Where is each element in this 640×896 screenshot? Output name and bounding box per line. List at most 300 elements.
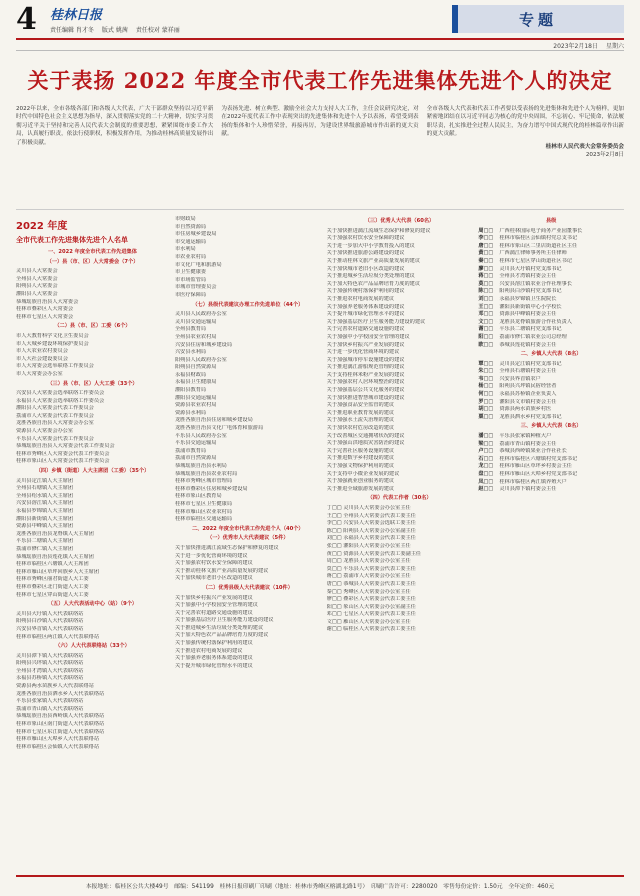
list-item: 平乐县人大常委会代表工作委员会 [16,435,94,442]
honoree-row [478,334,624,342]
list-item: 市人大农业农村委员会 [16,348,68,355]
honoree-name: 阳□□ [478,333,494,340]
list-item: 资源县水利局 [174,409,207,416]
honoree-name: 梁□□ [478,440,494,447]
category-heading: （三）优秀人大代表（60名） [364,218,435,224]
editor-credit: 责任校对 蒙祥丽 [135,27,180,34]
list-item: 荔浦市人大常委会代表工作委员会 [16,412,94,419]
list-title: 2022 年度 [16,221,68,232]
honoree-name: 唐□□ [478,242,494,249]
category-heading: 三、乡镇人大代表（8名） [520,423,582,430]
honoree-title: 龙胜县龙脊镇旅游合作社负责人 [499,318,572,325]
honoree-name: 陈□□ [478,288,494,295]
list-item: 关于推动桂林文旅产业高质量发展的建议 [174,567,269,574]
list-item: 阳朔县人民政府办公室 [174,356,227,363]
list-item: 市人大城乡建设环境保护委员会 [16,340,89,347]
intro-column [427,105,624,209]
list-item: 荔浦市修仁镇人大主席团 [16,545,74,552]
list-item: 谢□□ 临桂区人大常委会代表工委主任 [326,626,416,633]
list-item: 兴安县人大常委会选举联络工作委员会 [16,390,105,397]
list-item: 桂林市七星区穿山街道人大工委 [16,591,89,598]
honoree-name: 罗□□ [478,398,494,405]
masthead-info [44,4,452,34]
list-item: 桂林市叠彩区人大常委会 [16,306,74,313]
honoree-row [478,281,624,289]
honoree-name: 邓□□ [478,311,494,318]
list-item: 黄□□ 资源县人大常委会代表工委副主任 [326,550,422,557]
list-item: 资源县中峰镇人大主席团 [16,523,74,530]
list-item: 资源县人大常委会办公室 [16,428,74,435]
list-item: 兴安县溶江镇人大主席团 [16,500,74,507]
list-item: 关于提升城市绿化管理水平的建议 [174,662,253,669]
list-item: 唐□□ 恭城县人大常委会代表工委主任 [326,580,416,587]
list-item: 桂林市秀峰区丽君街道人大工委 [16,576,89,583]
list-item: 灵川县人大常委会 [16,268,58,275]
honoree-row [478,250,624,258]
intro-column [16,105,213,209]
honoree-title: 兴安县溶江镇农业合作社理事长 [499,280,572,287]
list-item: 桂林市雁山区大埠乡人大代表联络站 [16,736,100,743]
honoree-name: 周□□ [478,227,494,234]
list-item: 关于推进全域旅游发展的建议 [326,485,395,492]
honoree-row [478,406,624,414]
honoree-title: 恭城县西岭镇果业合作社社长 [499,448,567,455]
honoree-title: 灵川县大圩镇村党支部书记 [499,265,562,272]
honoree-name: 卢□□ [478,448,494,455]
list-item: 关于进一步优化营商环境的建议 [174,552,248,559]
list-item: 市交通运输局 [174,238,207,245]
honoree-row [478,383,624,391]
list-item: 灵川县大圩镇人大代表联络站 [16,610,84,617]
category-heading: （一）优秀市人大代表建议（5件） [207,535,289,542]
list-item: 关于加大特色农产品品牌培育力度的建议 [326,280,421,287]
newspaper-name: 桂林日报 [50,8,103,23]
list-item: 全州县才湾镇人大代表联络站 [16,667,84,674]
intro-column [221,105,418,209]
category-heading: （二）优秀县级人大代表建议（10件） [202,584,293,591]
list-item: 陈□□ 阳朔县人大常委会办公室副主任 [326,527,416,534]
honoree-name: 潘□□ [478,433,494,440]
list-item: 市水利局 [174,246,196,253]
list-item: 关于推进职业教育发展的建议 [326,409,395,416]
honoree-row [478,414,624,422]
list-item: 阳朔县人大常委会 [16,283,58,290]
list-item: 关于完善社区服务设施的建议 [326,447,395,454]
list-item: 关于推进数字乡村建设的建议 [326,455,395,462]
list-item: 永福县卫生健康局 [174,379,217,386]
list-item: 全州县绍水镇人大主席团 [16,492,74,499]
list-item: 丁□□ 灵川县人大常委会办公室主任 [326,504,411,511]
intro-paragraph: 全市各级人大代表和代表工作者要以受表扬的先进集体和先进个人为榜样，更加紧密地团结在以习近平同志为核心的党中央周围，不忘初心、牢记使命，依法履职尽责，扎实推进全过程人民民主，为奋力谱写中国式现代化的桂林篇章作出新的更大贡献。 [426,106,624,138]
list-item: 关于加强中小学校园安全管理的建议 [326,333,410,340]
honoree-name: 刘□□ [478,295,494,302]
section-name: 专题 [518,10,557,29]
dateline [16,40,624,51]
honoree-row [478,441,624,449]
category-heading: （七）县级代表建议办理工作先进单位（44个） [192,301,304,308]
list-item: 市人大常委会选举联络工作委员会 [16,363,94,370]
honoree-title: 广西漓江律师事务所主任律师 [499,250,567,257]
honoree-title: 桂林市雁山区草坪乡村委会主任 [499,463,572,470]
list-item: 市文化广电和旅游局 [174,261,222,268]
list-item: 关于推动桂林文旅产业高质量发展的建议 [326,257,421,264]
list-item: 全州县农业农村局 [174,333,217,340]
list-item: 兴安县水利局 [174,349,207,356]
list-item: 关于加强山洪地质灾害防治的建议 [326,440,405,447]
list-item: 关于加强农村人居环境整治的建议 [326,379,405,386]
honoree-name: 凤□□ [478,478,494,485]
list-item: 桂林市临桂区六塘镇人大主席团 [16,561,89,568]
honoree-title: 桂林市临桂区会仙镇村党总支书记 [499,235,578,242]
list-item: 恭城瑶族自治县西岭镇人大代表联络站 [16,713,105,720]
list-item: 桂林市秀峰区城市管理局 [174,478,233,485]
list-item: 关于加快城市老旧小区改造的建议 [174,575,253,582]
honoree-title: 广西桂林国际电子商务产业园董事长 [499,227,583,234]
category-heading: 二、2022 年度全市代表工作先进个人（40个） [191,525,304,532]
list-item: 刘□□ 永福县人大常委会代表工委主任 [326,535,416,542]
list-item: 桂林市临桂区会仙镇人大代表联络站 [16,743,100,750]
honoree-row [478,456,624,464]
list-item: 关于加强养老服务体系建设的建议 [326,303,405,310]
list-item: 关于加快农村危房改造的建议 [326,425,395,432]
list-item: 灌阳县教育局 [174,387,207,394]
list-item: 桂林市叠彩区住房和城乡建设局 [174,485,248,492]
list-item: 桂林市七星区卫生健康局 [174,500,233,507]
list-item: 关于加强基层公共文化服务的建议 [326,387,405,394]
category-heading: （六）人大代表联络站（33个） [55,643,130,650]
honoree-title: 资源县中峰镇村委会主任 [499,311,557,318]
list-item: 桂林市临桂区交通运输局 [174,516,233,523]
list-item: 桂林市雁山区草坪回族乡人大主席团 [16,568,100,575]
honoree-title: 恭城县莲花镇村委会主任 [499,341,557,348]
honoree-name: 蒋□□ [478,273,494,280]
list-item: 荔浦市教育局 [174,447,207,454]
list-item: 灌阳县交通运输局 [174,394,217,401]
list-entries [175,216,321,670]
intro-paragraph: 2022年以来，全市各级各部门和各级人大代表，广大干部群众坚持以习近平新时代中国特色社会主义思想为指导，深入贯彻落实党的二十大精神，切实学习贯彻习近平关于坚持和完善人民代表大会制度的重要思想，紧紧围绕市委工作大局，认真履行职责，依法行使职权，积极发挥作用，为推动桂林高质量发展作出了积极贡献。 [16,106,214,146]
honoree-name: 廖□□ [478,265,494,272]
list-item: 关于加强农村饮水安全保障的建议 [174,560,253,567]
intro-text [16,105,624,210]
honoree-row [478,463,624,471]
list-item: 市住房城乡建设局 [174,231,217,238]
signature-org: 桂林市人民代表大会常务委员会 [545,143,624,150]
honoree-name: 欧□□ [478,341,494,348]
list-item: 关于加快推进旅游公路建设的建议 [326,250,405,257]
list-item: 关于加大特色农产品品牌培育力度的建议 [174,632,269,639]
list-item: 阳朔县自然资源局 [174,364,217,371]
list-item: 关于完善农村道路交通设施的建议 [174,609,253,616]
list-item: 永福县罗锦镇人大主席团 [16,508,74,514]
honoree-row [478,486,624,494]
honoree-name: 赵□□ [478,486,494,493]
honoree-name: 文□□ [478,318,494,325]
signature-date: 2023年2月8日 [585,152,624,159]
list-item: 关于加强基层医疗卫生服务能力建设的建议 [174,617,274,624]
list-item: 阳朔县兴坪镇人大代表联络站 [16,660,84,667]
honoree-name: 杨□□ [478,383,494,390]
list-item: 灵川县潭下镇人大代表联络站 [16,652,84,659]
list-item: 关于加快城市老旧小区改造的建议 [326,265,405,272]
honoree-name: 粟□□ [478,413,494,420]
list-item: 关于加强文物保护利用的建议 [326,463,395,469]
honoree-title: 灌阳县文市镇村委会主任 [499,398,557,405]
honoree-title: 灵川县潭下镇村委会主任 [499,486,557,493]
honoree-title: 灌阳县新街镇中心小学校长 [499,303,562,310]
list-subtitle: 全市代表工作先进集体先进个人名单 [16,236,128,244]
honoree-name: 龙□□ [478,463,494,470]
list-item: 关于进一步加大中小学教育投入的建议 [326,242,415,249]
list-item: 关于加强农村饮水安全保障的建议 [326,235,405,242]
list-item: 市卫生健康委 [174,269,207,276]
masthead [16,0,624,40]
list-item: 关于加强传统村落保护利用的建议 [174,640,253,647]
list-item: 关于进一步优化营商环境的建议 [326,349,400,356]
list-item: 关于加强水土流失治理的建议 [326,417,395,424]
category-heading: （三）县（市、区）人大工委（33个） [47,380,138,387]
honoree-name: 朱□□ [478,368,494,375]
list-item: 莫□□ 平乐县人大常委会代表工委主任 [326,565,416,572]
list-item: 蒋□□ 荔浦市人大常委会办公室主任 [326,573,411,580]
list-item: 灵川县定江镇人大主席团 [16,477,74,484]
page-number: 4 [16,1,37,37]
list-item: 文□□ 雁山区人大常委会办公室主任 [326,618,411,625]
editor-credit: 版式 姚茜 [101,27,128,34]
section-accent-bar [452,5,458,33]
honoree-row [478,376,624,384]
editor-credit: 责任编辑 肖才冬 [50,27,94,34]
honoree-name: 黄□□ [478,250,494,257]
category-heading: 县级 [545,218,557,224]
list-item: 市人大常委会办公室 [16,370,63,377]
issue-date: 2023年2月18日 [553,42,598,50]
editor-credits [50,25,452,34]
list-item: 关于完善农村道路交通设施的建议 [326,326,405,333]
list-item: 关于加强就业创业服务的建议 [326,478,395,485]
list-entries [16,259,169,752]
honoree-name: 谢□□ [478,326,494,333]
list-item: 平乐县人民政府办公室 [174,432,227,439]
list-item: 全州县人大常委会 [16,275,58,282]
list-item: 关于加强中小学校园安全管理的建议 [174,602,258,609]
list-item: 桂林市秀峰区人大常委会代表工作委员会 [16,450,110,457]
page-footer: 本报地址：临桂区公共大楼49号 邮编：541199 桂林日报印刷厂印刷（地址：桂林市秀峰区榕湖北路1号） 印刷广告许可：2280020 零售每份定价：1.50元 全年定价：460元 [16,875,624,890]
list-item: 关于推进城乡生活垃圾分类处理的建议 [174,624,264,631]
list-item: 平乐县交通运输局 [174,440,217,447]
honoree-title: 桂林市七星区穿山街道社区书记 [499,257,572,264]
list-item: 桂林市临桂区两江镇人大代表联络站 [16,633,100,640]
list-item: 关于加强食品安全监管的建议 [326,402,395,409]
honoree-row [478,368,624,376]
honoree-title: 平乐县二塘镇村党支部书记 [499,326,562,333]
list-item: 永福县苏桥镇人大代表联络站 [16,675,84,682]
list-item: 关于推进漓江游船规范管理的建议 [326,364,405,371]
list-item: 关于加快乡村振兴产业发展的建议 [174,594,253,601]
honoree-name: 王□□ [478,303,494,310]
honoree-row [478,319,624,327]
list-item: 平乐县张家镇人大代表联络站 [16,698,84,705]
honoree-row [478,266,624,274]
honoree-name: 盘□□ [478,471,494,477]
list-item: 恭城瑶族自治县人大常委会代表工作委员会 [16,443,115,450]
list-item: 市自然资源局 [174,223,207,230]
list-entries [478,218,624,494]
list-item: 秦□□ 秀峰区人大常委会办公室主任 [326,588,411,595]
list-item: 兴安县住房和城乡建设局 [174,341,233,348]
list-item: 荔浦市青山镇人大代表联络站 [16,705,84,712]
list-item: 邓□□ 七星区人大常委会代表工委主任 [326,611,416,618]
list-item: 关于提升城市绿化管理水平的建议 [326,311,405,318]
collective-heading: 一、2022 年度全市代表工作先进集体 [48,249,137,255]
list-column-4 [478,216,624,856]
honoree-title: 平乐县张家镇种植大户 [499,433,552,440]
honoree-title: 荔浦市青山镇村委会主任 [499,440,557,447]
list-entries [327,218,473,634]
honoree-row [478,479,624,487]
honoree-row [478,304,624,312]
honoree-title: 桂林市临桂区两江镇养殖大户 [499,478,567,485]
list-item: 灌阳县人大常委会 [16,290,58,297]
category-heading: （四）乡镇（街道）人大主席团（工委）（35个） [35,468,150,475]
honoree-row [478,258,624,266]
list-item: 龙胜各族自治县泗水乡人大代表联络站 [16,690,105,697]
honoree-name: 韦□□ [478,375,494,382]
list-item: 龙胜各族自治县文化广电体育和旅游局 [174,425,264,432]
list-item: 张□□ 灌阳县人大常委会办公室主任 [326,542,411,549]
list-item: 周□□ 龙胜县人大常委会办公室主任 [326,558,411,565]
honoree-title: 阳朔县白沙镇村党支部书记 [499,288,562,295]
list-column-2 [175,216,321,856]
list-item: 永福县财政局 [174,371,207,378]
honoree-name: 覃□□ [478,360,494,367]
list-item: 关于支持桂林米粉产业发展的建议 [326,371,405,378]
honoree-row [478,448,624,456]
list-item: 关于加快推进智慧城市建设的建议 [326,394,405,401]
list-item: 李□□ 兴安县人大常委会选联工委主任 [326,520,416,527]
list-item: 桂林市七星区人大常委会 [16,313,74,320]
honoree-title: 永福县苏桥镇企业负责人 [499,391,557,398]
honoree-name: 秦□□ [478,257,494,264]
list-item: 关于加强养老服务体系建设的建议 [174,655,253,662]
honoree-title: 全州县才湾镇村委会主任 [499,273,557,280]
honoree-row [478,342,624,350]
list-item: 市财政局 [174,216,196,222]
list-item: 廖□□ 叠彩区人大常委会代表工委主任 [326,596,416,603]
honoree-row [478,243,624,251]
list-item: 桂林市叠彩区北门街道人大工委 [16,583,89,590]
list-item: 龙胜各族自治县住房和城乡建设局 [174,417,253,424]
list-item: 资源县两水苗族乡人大代表联络站 [16,683,94,690]
list-item: 关于加强城市停车设施建设的建议 [326,356,405,363]
list-item: 阳朔县白沙镇人大代表联络站 [16,618,84,625]
honoree-name: 石□□ [478,455,494,462]
list-item: 恭城瑶族自治县农业农村局 [174,470,238,477]
list-item: 市人大社会建设委员会 [16,355,68,362]
honoree-row [478,471,624,479]
list-item: 灌阳县新街镇人大主席团 [16,515,74,522]
honoree-row [478,361,624,369]
list-item: 关于推进农村电商发展的建议 [174,647,243,654]
list-item: 灵川县人民政府办公室 [174,311,227,318]
honoree-title: 桂林市象山区二里店街道社区主任 [499,242,578,249]
list-item: 桂林市七星区东江街道人大代表联络站 [16,728,105,735]
list-column-1 [16,216,169,856]
section-label-box [452,5,624,33]
honoree-row [478,326,624,334]
intro-paragraph: 为表扬先进、树立典型、激励全社会大力支持人大工作，主任会议研究决定，对在2022年度代表工作中表现突出的先进集体和先进个人予以表扬，希望受到表扬的集体和个人珍惜荣誉，再接再厉，为建设世界级旅游城市作出新的更大贡献。 [221,106,419,138]
honoree-row [478,228,624,236]
list-item: 龙胜各族自治县龙脊镇人大主席团 [16,530,94,537]
honoree-row [478,399,624,407]
honoree-name: 何□□ [478,391,494,398]
list-item: 市医疗保障局 [174,291,207,298]
list-item: 全州县教育局 [174,326,207,333]
honoree-title: 桂林市临桂区六塘镇村党支部书记 [499,455,578,462]
list-item: 永福县人大常委会选举联络工作委员会 [16,397,105,404]
honoree-row [478,311,624,319]
honoree-title: 龙胜县泗水乡村党支部书记 [499,413,562,420]
honoree-title: 荔浦市修仁镇农业公司总经理 [499,333,567,340]
list-item: 市农业农村局 [174,253,207,260]
list-item: 灵川县交通运输局 [174,318,217,325]
list-item: 关于支持中小微企业发展的建议 [326,470,400,477]
list-item: 恭城瑶族自治县人大常委会 [16,298,79,305]
article-headline: 关于表扬 2022 年度全市代表工作先进集体先进个人的决定 [27,68,613,93]
honor-list [16,210,624,856]
honoree-title: 桂林市雁山区大埠乡村党支部书记 [499,471,578,477]
honoree-name: 胡□□ [478,406,494,413]
list-item: 兴安县界首镇人大代表联络站 [16,625,84,632]
list-item: 桂林市雁山区农业农村局 [174,508,233,515]
honoree-row [478,433,624,441]
list-item: 关于加强基层医疗卫生服务能力建设的建议 [326,318,426,325]
list-item: 市城市管理委员会 [174,284,217,291]
honoree-title: 兴安县界首镇农户 [499,375,541,382]
honoree-row [478,296,624,304]
list-item: 龙胜各族自治县人大常委会办公室 [16,420,94,427]
list-column-3 [327,216,473,856]
honoree-row [478,273,624,281]
list-item: 关于加强传统村落保护利用的建议 [326,288,405,295]
honoree-title: 永福县罗锦镇卫生院院长 [499,295,557,302]
category-heading: （四）代表工作者（30名） [367,495,432,502]
honoree-row [478,391,624,399]
list-item: 平乐县二塘镇人大主席团 [16,538,74,545]
list-item: 恭城瑶族自治县水利局 [174,463,227,469]
honoree-row [478,288,624,296]
list-item: 桂林市象山区南门街道人大代表联络站 [16,721,105,728]
honoree-title: 全州县石塘镇村委会主任 [499,368,557,375]
honoree-name: 李□□ [478,235,494,242]
honoree-row [478,235,624,243]
honoree-title: 灵川县定江镇村党支部书记 [499,360,562,367]
honoree-title: 阳朔县兴坪镇民宿经营者 [499,383,557,390]
category-heading: （一）县（市、区）人大常委会（7个） [46,258,139,265]
category-heading: （二）县（市、区）工委（6个） [54,323,131,330]
list-item: 灌阳县人大常委会代表工作委员会 [16,405,94,412]
list-item: 关于加快推进漓江流域生态保护和修复的建议 [326,227,431,234]
list-item: 关于推进农村电商发展的建议 [326,295,395,302]
list-item: 关于加快推进漓江流域生态保护和修复的建议 [174,544,279,551]
list-item: 关于推进城乡生活垃圾分类处理的建议 [326,273,415,280]
list-item: 桂林市象山区人大常委会代表工作委员会 [16,458,110,465]
category-heading: 二、乡镇人大代表（8名） [520,351,582,358]
list-item: 王□□ 全州县人大常委会代表工委主任 [326,512,416,519]
issue-weekday: 星期六 [605,42,624,50]
list-item: 恭城瑶族自治县莲花镇人大主席团 [16,553,94,560]
list-item: 荔浦市自然资源局 [174,455,217,462]
list-item: 桂林市象山区教育局 [174,493,222,500]
